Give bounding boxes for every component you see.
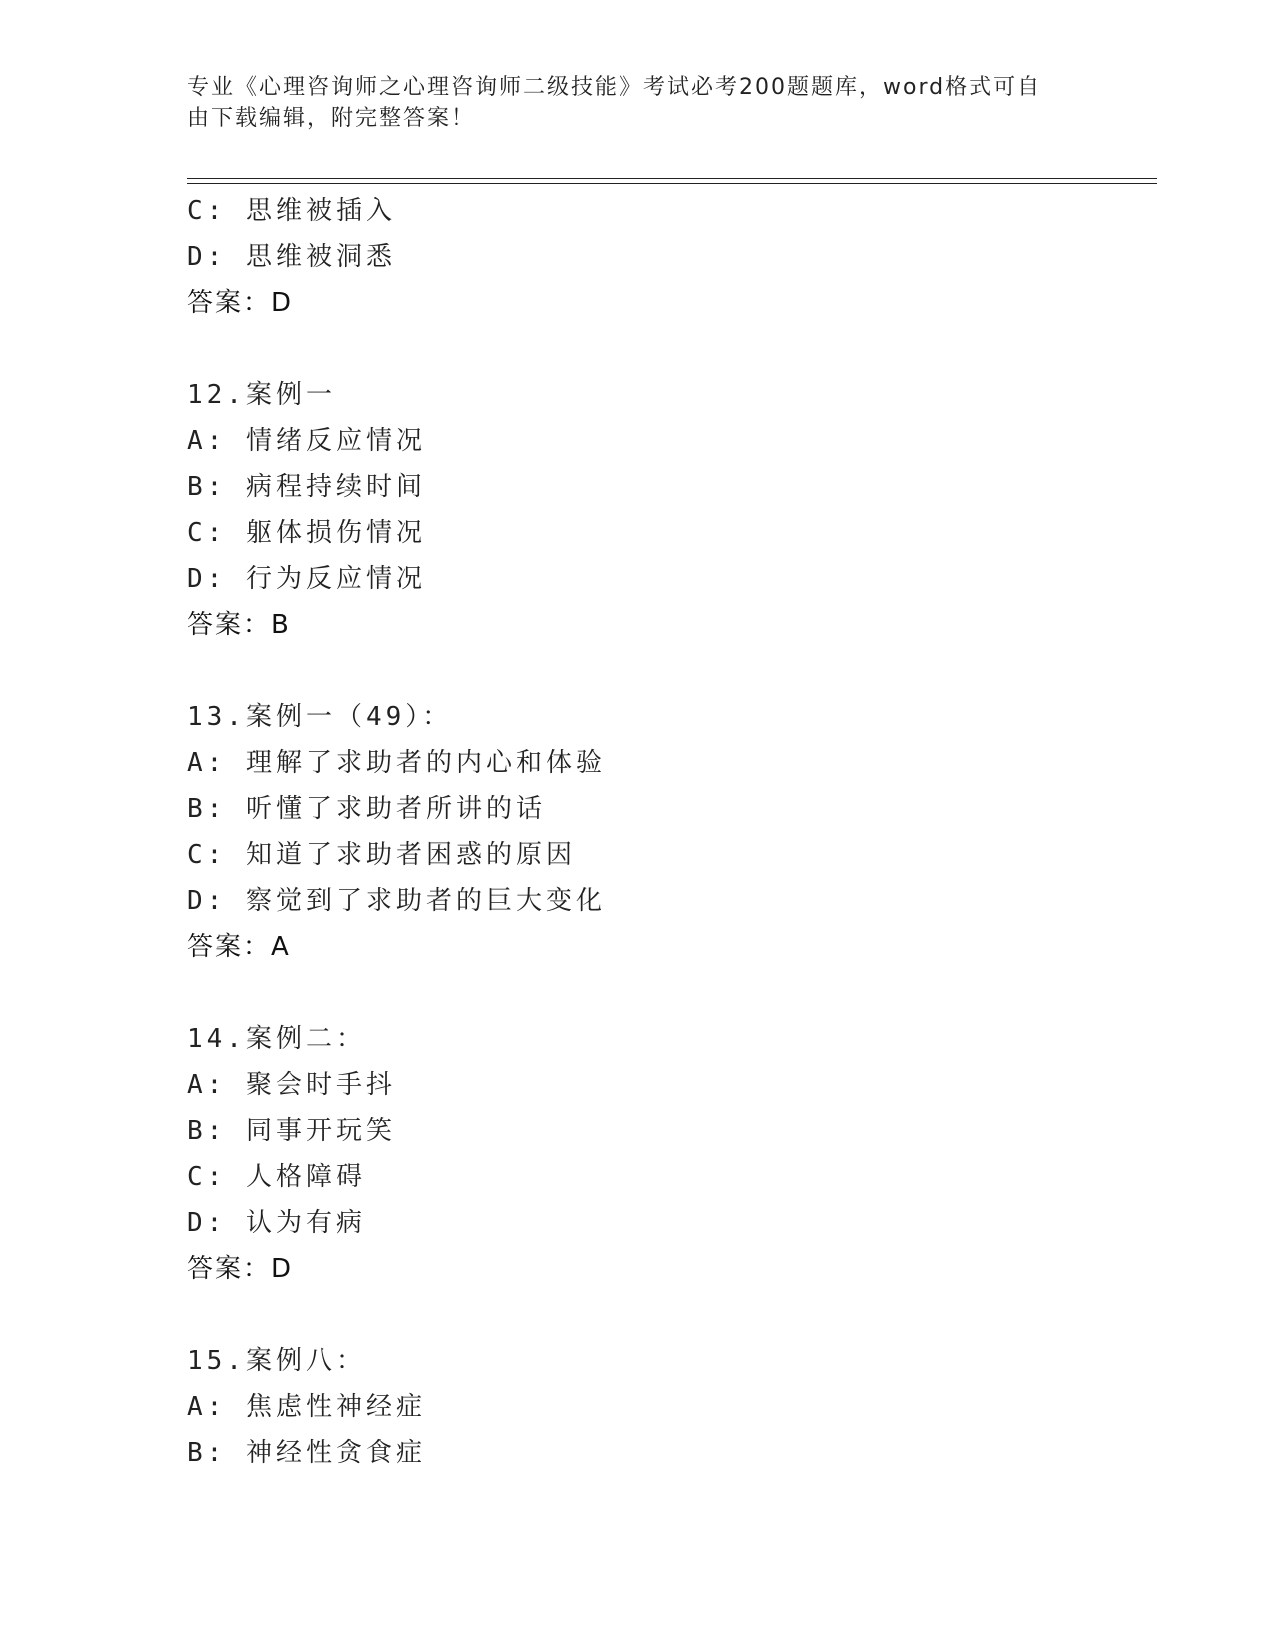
option-label: A: — [187, 1392, 227, 1422]
option-text: 认为有病 — [245, 1208, 366, 1238]
option-text: 聚会时手抖 — [245, 1070, 396, 1100]
option-label: A: — [187, 426, 227, 456]
option-label: C: — [187, 518, 227, 548]
document-header — [187, 72, 1067, 134]
answer-line: 答案：D — [187, 288, 294, 318]
option-d — [187, 556, 1147, 602]
option-text: 焦虑性神经症 — [245, 1392, 426, 1422]
block-spacer — [187, 648, 1147, 694]
question-block — [187, 694, 1147, 970]
header-divider-top — [187, 178, 1157, 179]
option-b — [187, 464, 1147, 510]
option-text: 躯体损伤情况 — [245, 518, 426, 548]
option-label: D: — [187, 886, 227, 916]
option-text: 病程持续时间 — [245, 472, 426, 502]
option-label: B: — [187, 1438, 227, 1468]
header-line-1: 专业《心理咨询师之心理咨询师二级技能》考试必考200题题库，word格式可自 — [187, 75, 1042, 100]
option-b — [187, 1430, 1147, 1476]
option-text: 思维被插入 — [245, 196, 396, 226]
question-block — [187, 372, 1147, 648]
option-text: 听懂了求助者所讲的话 — [245, 794, 546, 824]
question-list — [187, 188, 1147, 1476]
option-label: D: — [187, 564, 227, 594]
option-d — [187, 1200, 1147, 1246]
question-title: 15.案例八： — [187, 1346, 366, 1376]
question-block — [187, 1016, 1147, 1292]
option-text: 人格障碍 — [245, 1162, 366, 1192]
answer-line: 答案：B — [187, 610, 291, 640]
block-spacer — [187, 1292, 1147, 1338]
option-b — [187, 786, 1147, 832]
option-text: 思维被洞悉 — [245, 242, 396, 272]
option-text: 知道了求助者困惑的原因 — [245, 840, 576, 870]
option-d — [187, 878, 1147, 924]
option-a — [187, 1062, 1147, 1108]
option-label: B: — [187, 794, 227, 824]
option-text: 情绪反应情况 — [245, 426, 426, 456]
option-text: 同事开玩笑 — [245, 1116, 396, 1146]
answer-line: 答案：D — [187, 1254, 294, 1284]
question-title: 13.案例一（49）： — [187, 702, 453, 732]
block-spacer — [187, 970, 1147, 1016]
option-c — [187, 832, 1147, 878]
option-label: B: — [187, 472, 227, 502]
option-label: D: — [187, 242, 227, 272]
header-line-2: 由下载编辑，附完整答案！ — [187, 106, 476, 131]
option-text: 理解了求助者的内心和体验 — [245, 748, 606, 778]
question-block — [187, 188, 1147, 326]
option-c — [187, 1154, 1147, 1200]
option-label: C: — [187, 196, 227, 226]
option-d — [187, 234, 1147, 280]
option-a — [187, 740, 1147, 786]
option-label: C: — [187, 1162, 227, 1192]
option-label: A: — [187, 1070, 227, 1100]
option-a — [187, 1384, 1147, 1430]
option-c — [187, 510, 1147, 556]
question-title: 12.案例一 — [187, 380, 336, 410]
option-text: 察觉到了求助者的巨大变化 — [245, 886, 606, 916]
option-c — [187, 188, 1147, 234]
block-spacer — [187, 326, 1147, 372]
option-label: A: — [187, 748, 227, 778]
option-label: D: — [187, 1208, 227, 1238]
option-b — [187, 1108, 1147, 1154]
option-text: 行为反应情况 — [245, 564, 426, 594]
option-label: C: — [187, 840, 227, 870]
answer-line: 答案：A — [187, 932, 291, 962]
option-label: B: — [187, 1116, 227, 1146]
question-block — [187, 1338, 1147, 1476]
question-title: 14.案例二： — [187, 1024, 366, 1054]
option-a — [187, 418, 1147, 464]
header-divider-bottom — [187, 183, 1157, 184]
option-text: 神经性贪食症 — [245, 1438, 426, 1468]
